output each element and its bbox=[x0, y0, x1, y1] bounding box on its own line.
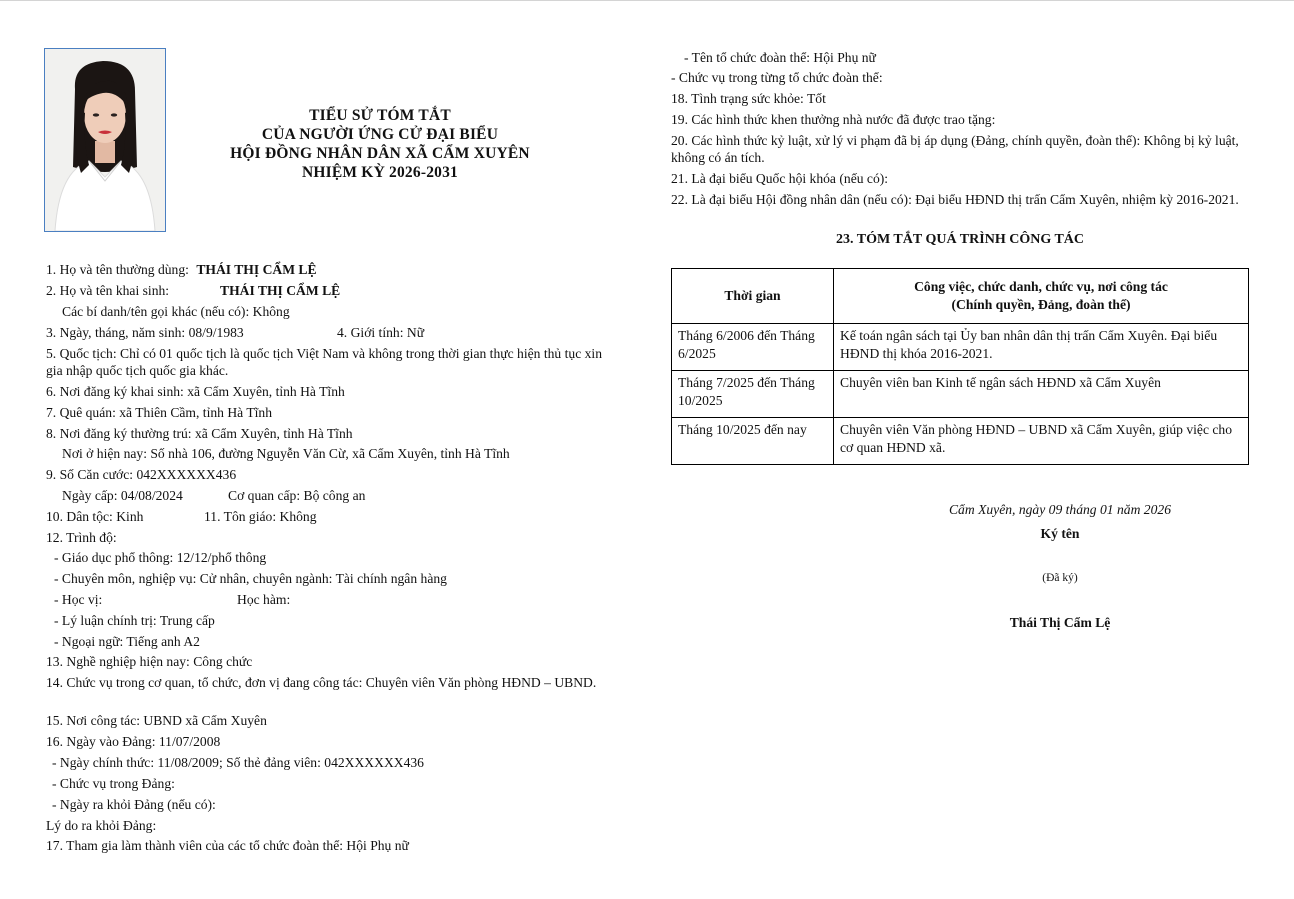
title-line-1: TIỂU SỬ TÓM TẮT bbox=[309, 107, 451, 124]
document-title bbox=[180, 106, 580, 182]
field-position: 14. Chức vụ trong cơ quan, tổ chức, đơn vị đang công tác: Chuyên viên Văn phòng HĐND – UBND. bbox=[46, 675, 597, 690]
field-workplace: 15. Nơi công tác: UBND xã Cẩm Xuyên bbox=[46, 713, 267, 728]
field-party-leave-reason: Lý do ra khỏi Đảng: bbox=[46, 818, 157, 833]
field-gender: 4. Giới tính: Nữ bbox=[337, 325, 425, 340]
field-id-issuer: Cơ quan cấp: Bộ công an bbox=[228, 488, 366, 503]
field-label: 2. Họ và tên khai sinh: bbox=[46, 283, 170, 298]
row-time: Tháng 10/2025 đến nay bbox=[672, 418, 834, 465]
title-line-2: CỦA NGƯỜI ỨNG CỬ ĐẠI BIỂU bbox=[261, 126, 499, 143]
row-job: Chuyên viên Văn phòng HĐND – UBND xã Cẩm Xuyên, giúp việc cho cơ quan HĐND xã. bbox=[834, 418, 1249, 465]
field-party-official-date: - Ngày chính thức: 11/08/2009; Số thẻ đảng viên: 042XXXXXX436 bbox=[52, 755, 424, 770]
header-job bbox=[834, 269, 1249, 324]
signature-label: Ký tên bbox=[1040, 526, 1080, 541]
row-job: Kế toán ngân sách tại Ủy ban nhân dân thị trấn Cẩm Xuyên. Đại biểu HĐND thị khóa 2016-2021. bbox=[834, 324, 1249, 371]
field-party-join-date: 16. Ngày vào Đảng: 11/07/2008 bbox=[46, 734, 221, 749]
field-organization-position: - Chức vụ trong từng tổ chức đoàn thể: bbox=[671, 70, 883, 85]
header-job-line-2: (Chính quyền, Đảng, đoàn thể) bbox=[951, 297, 1131, 312]
field-party-leave-date: - Ngày ra khỏi Đảng (nếu có): bbox=[52, 797, 216, 812]
top-divider bbox=[0, 0, 1294, 1]
field-aliases: Các bí danh/tên gọi khác (nếu có): Không bbox=[62, 304, 290, 319]
row-job: Chuyên viên ban Kinh tế ngân sách HĐND xã Cẩm Xuyên bbox=[834, 371, 1249, 418]
field-party-position: - Chức vụ trong Đảng: bbox=[52, 776, 175, 791]
field-council-delegate: 22. Là đại biểu Hội đồng nhân dân (nếu có): Đại biểu HĐND thị trấn Cẩm Xuyên, nhiệm kỳ 2016-2021. bbox=[671, 192, 1239, 207]
field-general-education: - Giáo dục phổ thông: 12/12/phổ thông bbox=[54, 550, 267, 565]
field-political-theory: - Lý luận chính trị: Trung cấp bbox=[54, 613, 215, 628]
field-common-name bbox=[46, 261, 317, 278]
candidate-photo bbox=[44, 48, 166, 232]
career-table-header-row bbox=[672, 269, 1249, 324]
header-job-line-1: Công việc, chức danh, chức vụ, nơi công tác bbox=[914, 279, 1168, 294]
signer-name: Thái Thị Cẩm Lệ bbox=[1009, 615, 1111, 630]
table-row bbox=[672, 418, 1249, 465]
field-permanent-residence: 8. Nơi đăng ký thường trú: xã Cẩm Xuyên, tỉnh Hà Tĩnh bbox=[46, 426, 353, 441]
row-time: Tháng 7/2025 đến Tháng 10/2025 bbox=[672, 371, 834, 418]
portrait-image bbox=[45, 49, 165, 231]
career-section-title: 23. TÓM TẮT QUÁ TRÌNH CÔNG TÁC bbox=[835, 232, 1085, 247]
field-education-heading: 12. Trình độ: bbox=[46, 530, 117, 545]
field-degree: - Học vị: bbox=[54, 592, 103, 607]
field-awards: 19. Các hình thức khen thưởng nhà nước đã được trao tặng: bbox=[671, 112, 996, 127]
field-birth-registration: 6. Nơi đăng ký khai sinh: xã Cẩm Xuyên, tỉnh Hà Tĩnh bbox=[46, 384, 345, 399]
field-discipline: 20. Các hình thức kỷ luật, xử lý vi phạm đã bị áp dụng (Đảng, chính quyền, đoàn thể): Không bị kỷ luật, không có án tích. bbox=[671, 133, 1239, 165]
field-value: THÁI THỊ CẨM LỆ bbox=[196, 262, 317, 277]
title-line-3: HỘI ĐỒNG NHÂN DÂN XÃ CẨM XUYÊN bbox=[230, 145, 530, 162]
field-specialization: - Chuyên môn, nghiệp vụ: Cử nhân, chuyên ngành: Tài chính ngân hàng bbox=[54, 571, 447, 586]
field-organizations: 17. Tham gia làm thành viên của các tổ chức đoàn thể: Hội Phụ nữ bbox=[46, 838, 409, 853]
row-time: Tháng 6/2006 đến Tháng 6/2025 bbox=[672, 324, 834, 371]
field-ethnicity: 10. Dân tộc: Kinh bbox=[46, 509, 144, 524]
field-academic-title: Học hàm: bbox=[237, 592, 291, 607]
field-hometown: 7. Quê quán: xã Thiên Cầm, tỉnh Hà Tĩnh bbox=[46, 405, 273, 420]
field-religion: 11. Tôn giáo: Không bbox=[204, 509, 317, 524]
signature-place-date: Cẩm Xuyên, ngày 09 tháng 01 năm 2026 bbox=[948, 502, 1171, 517]
field-national-assembly: 21. Là đại biểu Quốc hội khóa (nếu có): bbox=[671, 171, 889, 186]
field-organization-name: - Tên tổ chức đoàn thể: Hội Phụ nữ bbox=[684, 50, 876, 65]
field-birth-date: 3. Ngày, tháng, năm sinh: 08/9/1983 bbox=[46, 325, 244, 340]
field-birth-name bbox=[46, 282, 341, 299]
field-label: 1. Họ và tên thường dùng: bbox=[46, 262, 189, 277]
title-line-4: NHIỆM KỲ 2026-2031 bbox=[301, 164, 458, 181]
field-nationality: 5. Quốc tịch: Chỉ có 01 quốc tịch là quốc tịch Việt Nam và không trong thời gian thực hiện thủ tục xin gia nhập quốc tịch quốc gia khác. bbox=[46, 346, 603, 378]
header-time: Thời gian bbox=[672, 269, 834, 324]
field-value: THÁI THỊ CẨM LỆ bbox=[220, 283, 341, 298]
field-health: 18. Tình trạng sức khỏe: Tốt bbox=[671, 91, 826, 106]
field-id-number: 9. Số Căn cước: 042XXXXXX436 bbox=[46, 467, 237, 482]
field-current-residence: Nơi ở hiện nay: Số nhà 106, đường Nguyễn Văn Cừ, xã Cẩm Xuyên, tỉnh Hà Tĩnh bbox=[62, 446, 510, 461]
signed-note: (Đã ký) bbox=[1042, 572, 1078, 584]
field-foreign-language: - Ngoại ngữ: Tiếng anh A2 bbox=[54, 634, 200, 649]
table-row bbox=[672, 371, 1249, 418]
field-occupation: 13. Nghề nghiệp hiện nay: Công chức bbox=[46, 654, 253, 669]
field-id-issue-date: Ngày cấp: 04/08/2024 bbox=[62, 488, 183, 503]
career-table bbox=[671, 268, 1249, 465]
table-row bbox=[672, 324, 1249, 371]
